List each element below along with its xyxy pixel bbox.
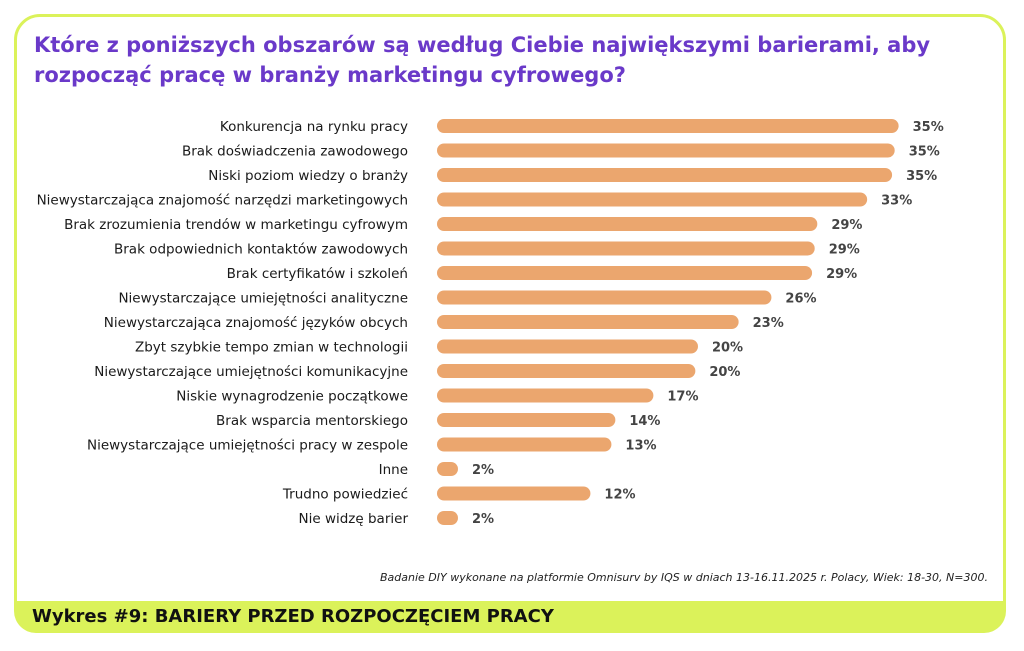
value-label: 20% xyxy=(711,340,744,356)
value-label: 2% xyxy=(471,512,495,527)
bar xyxy=(437,266,812,280)
value-label: 17% xyxy=(667,389,699,405)
bar xyxy=(437,144,895,158)
category-label: Brak odpowiednich kontaktów zawodowych xyxy=(113,241,408,258)
bar xyxy=(437,193,867,207)
category-label: Brak certyfikatów i szkoleń xyxy=(226,266,408,282)
bar xyxy=(437,217,817,231)
value-label: 29% xyxy=(826,267,858,282)
chart-title: Które z poniższych obszarów są według Ciebie największymi barierami, aby rozpocząć pracę w branży marketingu cyfrowego? xyxy=(34,33,931,87)
footer-banner xyxy=(14,601,1006,633)
value-label: 35% xyxy=(908,144,940,160)
footer-title: Wykres #9: BARIERY PRZED ROZPOCZĘCIEM PRACY xyxy=(32,606,554,627)
bar xyxy=(437,315,739,329)
bar xyxy=(437,364,695,378)
bar xyxy=(437,340,698,354)
bar xyxy=(437,119,899,133)
value-label: 29% xyxy=(828,242,860,258)
category-label: Niewystarczające umiejętności pracy w zespole xyxy=(86,437,408,454)
category-label: Niewystarczająca znajomość narzędzi marketingowych xyxy=(36,192,408,209)
category-label: Niewystarczające umiejętności komunikacyjne xyxy=(94,364,408,380)
value-label: 13% xyxy=(625,438,657,454)
category-label: Brak wsparcia mentorskiego xyxy=(216,413,408,429)
value-label: 23% xyxy=(752,316,784,331)
bar xyxy=(437,389,653,403)
category-label: Zbyt szybkie tempo zmian w technologii xyxy=(134,339,408,356)
bar xyxy=(437,438,611,452)
category-label: Nie widzę barier xyxy=(298,511,408,527)
value-label: 26% xyxy=(785,291,817,307)
value-label: 20% xyxy=(709,365,741,380)
value-label: 12% xyxy=(604,487,636,503)
category-label: Niskie wynagrodzenie początkowe xyxy=(176,388,408,405)
category-label: Inne xyxy=(378,462,408,478)
bar xyxy=(437,487,590,501)
bar xyxy=(437,291,771,305)
bar xyxy=(437,511,458,525)
category-label: Konkurencja na rynku pracy xyxy=(219,119,408,135)
value-label: 29% xyxy=(831,218,863,233)
category-label: Trudno powiedzieć xyxy=(282,486,408,503)
value-label: 2% xyxy=(471,463,495,478)
value-label: 14% xyxy=(629,414,661,429)
value-label: 35% xyxy=(912,120,944,135)
bar xyxy=(437,413,615,427)
bar xyxy=(437,462,458,476)
bar xyxy=(437,168,892,182)
category-label: Niewystarczające umiejętności analityczne xyxy=(118,290,408,307)
category-label: Niski poziom wiedzy o branży xyxy=(208,168,408,184)
category-label: Brak doświadczenia zawodowego xyxy=(181,143,408,160)
source-note: Badanie DIY wykonane na platformie Omnisurv by IQS w dniach 13-16.11.2025 r. Polacy, Wiek: 18-30, N=300. xyxy=(380,571,988,584)
bar xyxy=(437,242,815,256)
value-label: 33% xyxy=(881,193,913,209)
category-label: Brak zrozumienia trendów w marketingu cyfrowym xyxy=(64,217,408,233)
value-label: 35% xyxy=(906,169,938,184)
category-label: Niewystarczająca znajomość języków obcych xyxy=(103,315,408,331)
